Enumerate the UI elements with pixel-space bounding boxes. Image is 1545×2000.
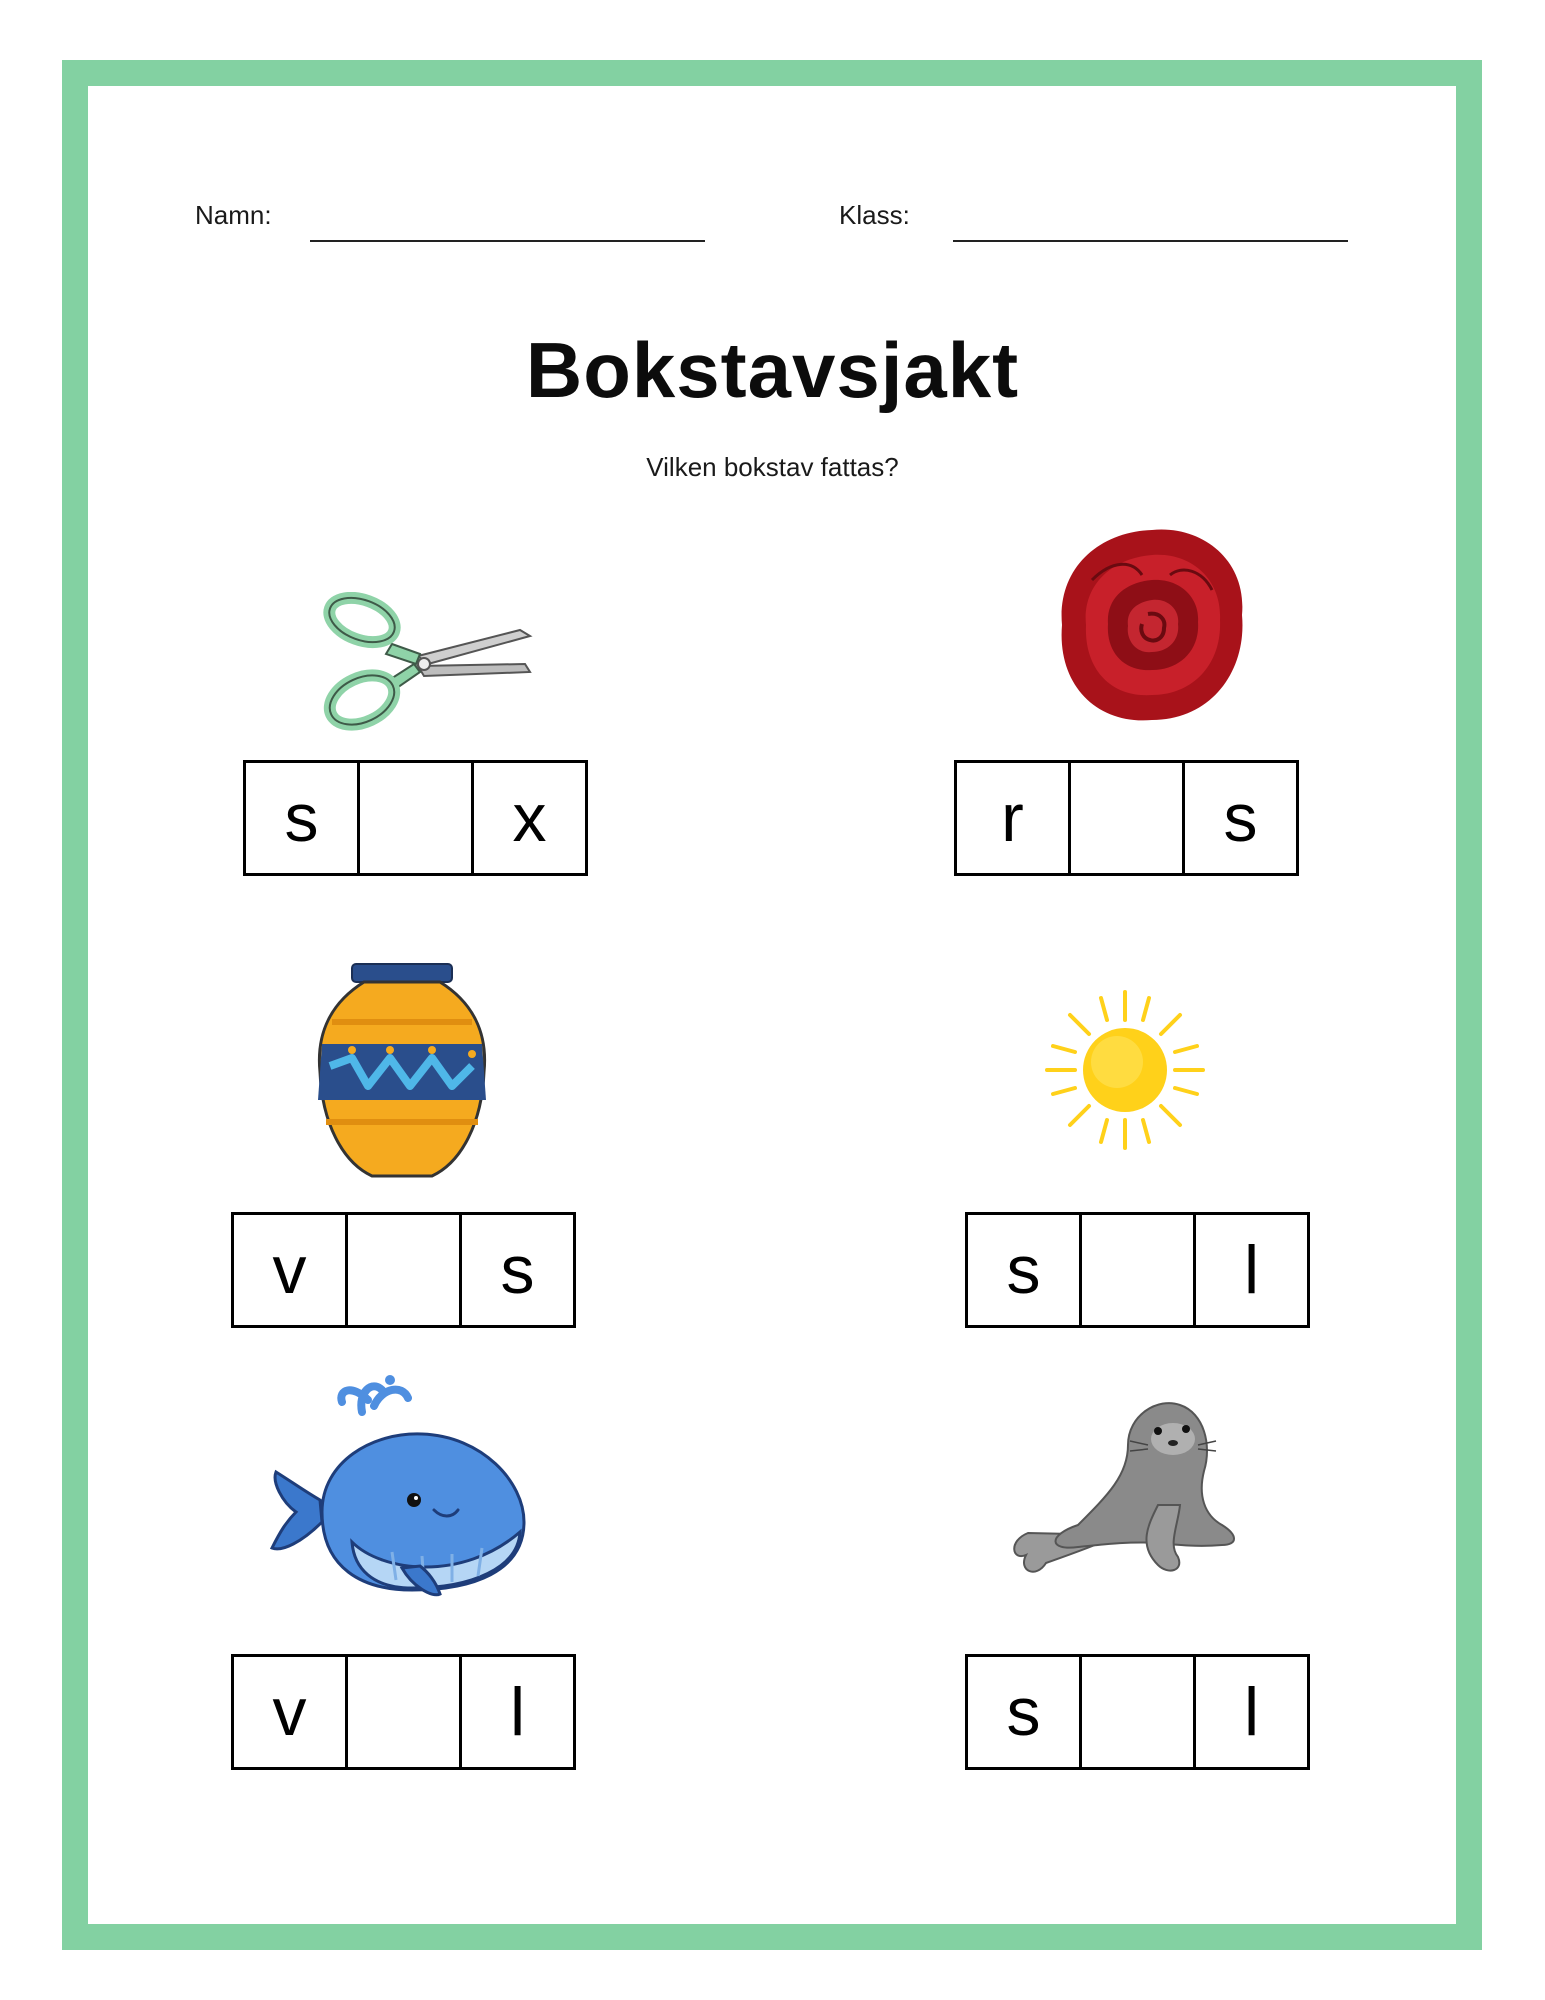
- letter-last: x: [512, 780, 547, 856]
- name-field-line[interactable]: [310, 240, 705, 242]
- page-title: Bokstavsjakt: [525, 326, 1020, 414]
- missing-letter-box[interactable]: [1071, 763, 1185, 873]
- whale-icon: [262, 1372, 532, 1612]
- missing-letter-box[interactable]: [348, 1657, 462, 1767]
- class-field-line[interactable]: [953, 240, 1348, 242]
- name-label: Namn:: [195, 200, 272, 230]
- missing-letter-box[interactable]: [1082, 1215, 1196, 1325]
- word-box-seal: [965, 1654, 1310, 1770]
- word-box-scissors: [243, 760, 588, 876]
- word-box-whale: [231, 1654, 576, 1770]
- letter-last: l: [509, 1674, 526, 1750]
- class-label: Klass:: [839, 200, 910, 230]
- letter-first: v: [234, 1657, 348, 1767]
- letter-last: s: [500, 1232, 535, 1308]
- letter-first: s: [968, 1657, 1082, 1767]
- missing-letter-box[interactable]: [360, 763, 474, 873]
- sun-icon: [1045, 990, 1205, 1150]
- letter-first: v: [234, 1215, 348, 1325]
- letter-first: s: [246, 763, 360, 873]
- scissors-icon: [320, 592, 540, 732]
- missing-letter-box[interactable]: [348, 1215, 462, 1325]
- letter-first: s: [968, 1215, 1082, 1325]
- word-box-sun: [965, 1212, 1310, 1328]
- seal-icon: [1008, 1395, 1243, 1585]
- word-box-vase: [231, 1212, 576, 1328]
- letter-last: l: [1243, 1232, 1260, 1308]
- word-box-rose: [954, 760, 1299, 876]
- letter-last: s: [1223, 780, 1258, 856]
- letter-last: l: [1243, 1674, 1260, 1750]
- page-subtitle: Vilken bokstav fattas?: [646, 452, 899, 482]
- rose-icon: [1052, 520, 1252, 730]
- missing-letter-box[interactable]: [1082, 1657, 1196, 1767]
- vase-icon: [312, 962, 492, 1182]
- letter-first: r: [957, 763, 1071, 873]
